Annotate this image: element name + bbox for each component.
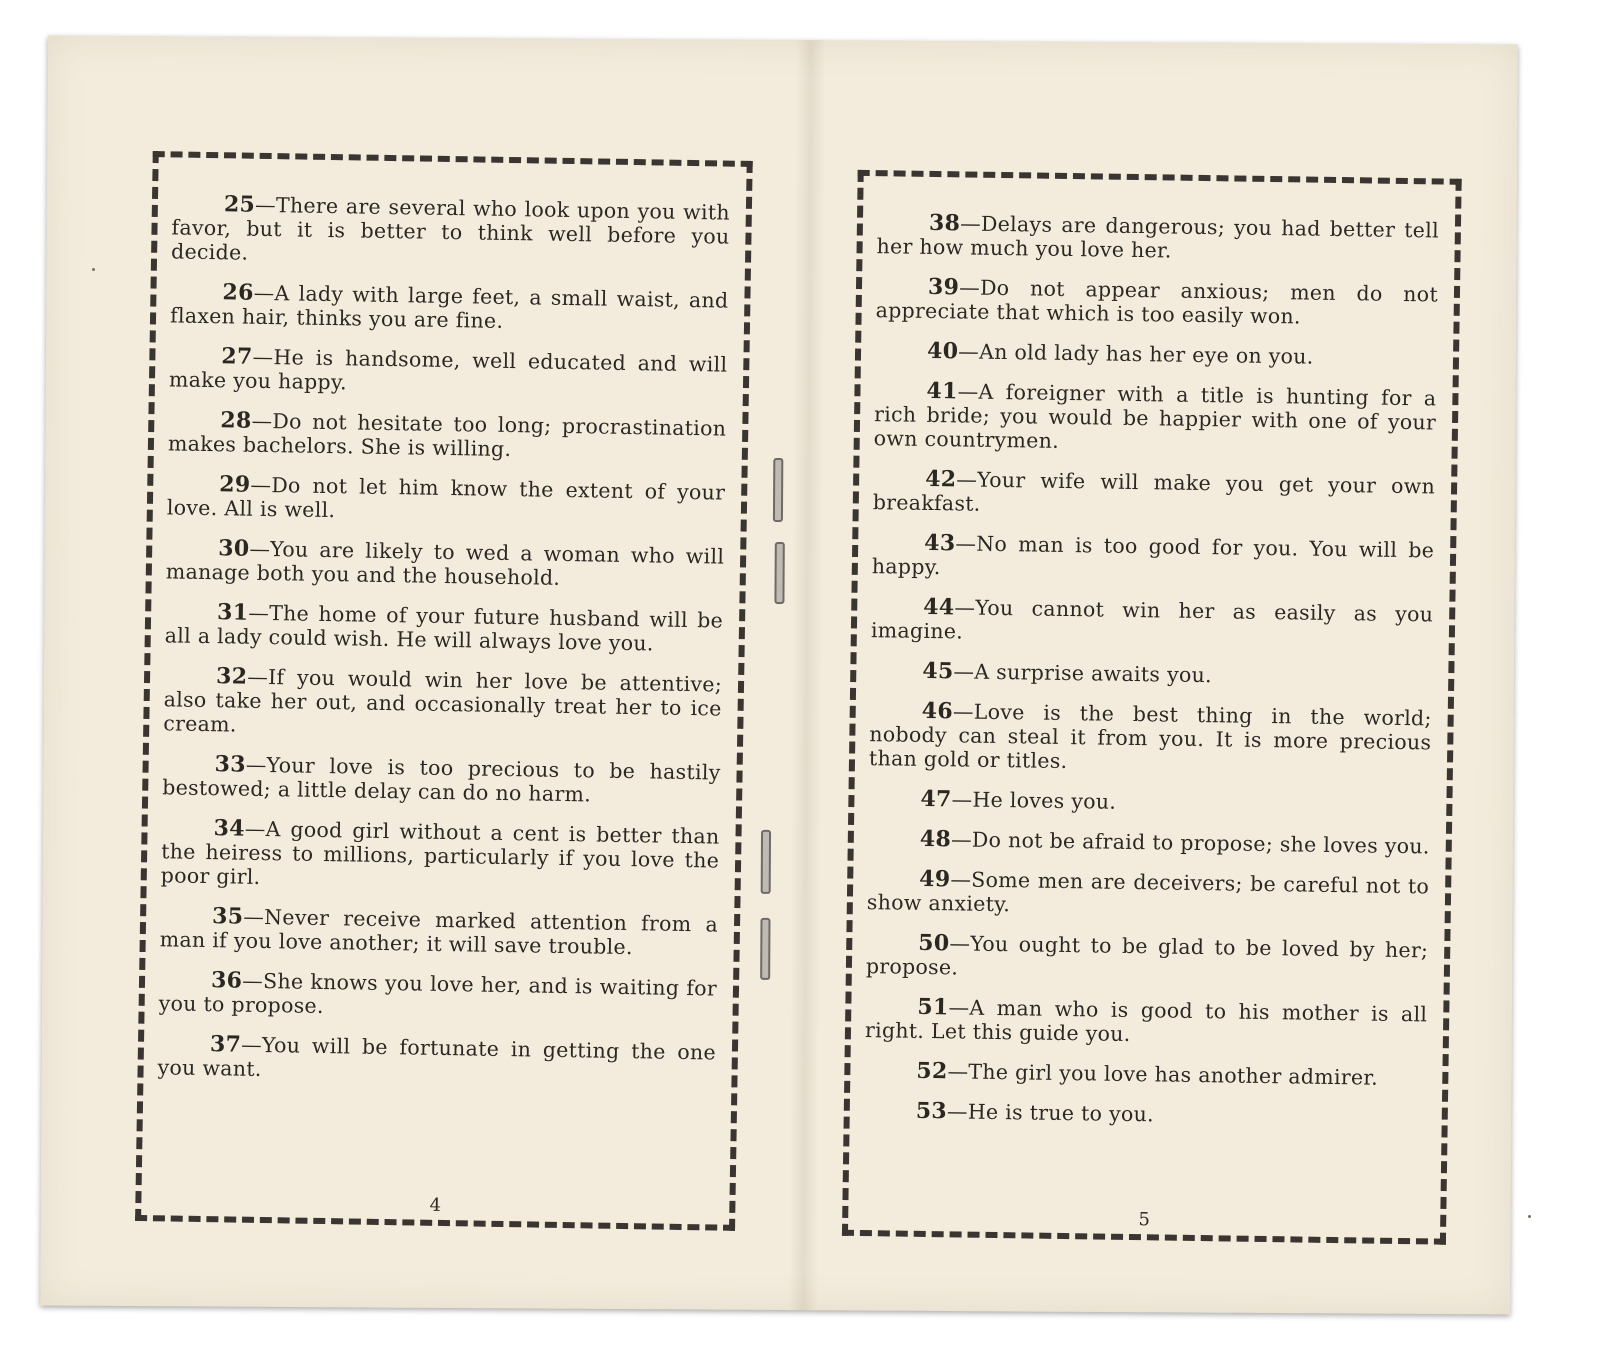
entry-text: You are likely to wed a woman who will manage both you and the household. xyxy=(165,537,725,590)
entry-number: 33 xyxy=(214,751,247,778)
entry-dash: — xyxy=(948,995,970,1020)
entry-number: 46 xyxy=(921,697,954,725)
entry-text: A foreigner with a title is hunting for a rich bride; you would be happier with one of your own countrymen. xyxy=(873,379,1437,453)
left-entries xyxy=(157,191,730,1088)
entry-dash: — xyxy=(956,467,978,492)
left-page xyxy=(135,151,753,1231)
entry-dash: — xyxy=(254,192,277,218)
fortune-entry xyxy=(875,274,1438,330)
right-page xyxy=(842,170,1462,1245)
entry-dash: — xyxy=(952,699,974,724)
entry-text: The home of your future husband will be all a lady could wish. He will always love you. xyxy=(164,601,724,656)
entry-dash: — xyxy=(947,1059,969,1084)
entry-text: Do not hesitate too long; procrastination makes bachelors. She is willing. xyxy=(167,409,727,462)
entry-number: 30 xyxy=(218,535,250,562)
entry-text: She knows you love her, and is waiting for you to propose. xyxy=(158,968,718,1019)
entry-dash: — xyxy=(958,339,980,364)
fortune-entry xyxy=(171,191,730,272)
booklet-spine xyxy=(788,40,826,1310)
entry-dash: — xyxy=(245,752,267,778)
staple-4 xyxy=(760,918,770,980)
entry-dash: — xyxy=(244,816,266,842)
fortune-entry xyxy=(875,338,1437,370)
entry-text: A man who is good to his mother is all right. Let this guide you. xyxy=(864,995,1428,1046)
fortune-entry xyxy=(864,1098,1426,1130)
entry-dash: — xyxy=(242,968,264,993)
entry-text: The girl you love has another admirer. xyxy=(968,1059,1379,1090)
entry-number: 48 xyxy=(919,825,952,853)
fortune-entry xyxy=(169,343,728,400)
right-page-number: 5 xyxy=(1138,1209,1151,1231)
entry-number: 28 xyxy=(220,407,252,434)
entry-number: 34 xyxy=(213,815,246,842)
fortune-entry xyxy=(167,471,726,528)
entry-text: A lady with large feet, a small waist, and flaxen hair, thinks you are fine. xyxy=(169,281,729,333)
fortune-entry xyxy=(168,407,727,464)
entry-dash: — xyxy=(243,904,265,930)
entry-text: Do not let him know the extent of your love. All is well. xyxy=(166,473,726,523)
entry-dash: — xyxy=(248,600,270,626)
entry-text: Your love is too precious to be hastily bestowed; a little delay can do no harm. xyxy=(162,753,721,807)
fortune-entry xyxy=(871,594,1434,650)
entry-number: 35 xyxy=(211,903,244,930)
entry-text: He loves you. xyxy=(972,787,1117,814)
entry-number: 44 xyxy=(923,593,955,621)
entry-number: 32 xyxy=(215,663,248,690)
entry-dash: — xyxy=(252,344,274,370)
left-page-number: 4 xyxy=(429,1194,442,1216)
entry-text: A good girl without a cent is better than the heiress to millions, particularly if you love the poor girl. xyxy=(160,817,720,889)
entry-dash: — xyxy=(249,536,271,562)
entry-text: Delays are dangerous; you had better tell her how much you love her. xyxy=(876,211,1440,263)
entry-text: If you would win her love be attentive; also take her out, and occasionally treat her to ice cream. xyxy=(163,665,723,737)
entry-text: No man is too good for you. You will be happy. xyxy=(871,531,1435,580)
fortune-entry xyxy=(868,826,1430,858)
entry-number: 27 xyxy=(221,343,253,370)
entry-text: Love is the best thing in the world; nobody can steal it from you. It is more precious than gold or titles. xyxy=(868,699,1432,774)
fortune-entry xyxy=(157,1031,716,1088)
fortune-entry xyxy=(865,994,1428,1050)
paper-speck xyxy=(92,268,95,271)
entry-number: 47 xyxy=(920,785,952,813)
entry-text: He is true to you. xyxy=(967,1099,1155,1127)
entry-dash: — xyxy=(954,595,976,620)
fortune-entry xyxy=(162,751,721,808)
right-entries xyxy=(864,210,1439,1130)
fortune-entry xyxy=(170,279,729,336)
staple-3 xyxy=(761,830,771,894)
fortune-entry xyxy=(864,1058,1426,1090)
staple-1 xyxy=(773,458,783,522)
entry-number: 51 xyxy=(917,993,949,1021)
fortune-entry xyxy=(163,663,722,744)
entry-number: 41 xyxy=(926,377,958,405)
entry-dash: — xyxy=(955,531,977,556)
entry-dash: — xyxy=(957,379,979,404)
entry-text: You will be fortunate in getting the one you want. xyxy=(157,1032,717,1081)
entry-dash: — xyxy=(960,211,982,236)
entry-dash: — xyxy=(949,931,971,956)
entry-dash: — xyxy=(250,472,272,498)
entry-dash: — xyxy=(247,664,269,690)
entry-number: 38 xyxy=(928,209,961,237)
entry-dash: — xyxy=(953,659,975,684)
entry-text: He is handsome, well educated and will make you happy. xyxy=(168,345,728,395)
entry-number: 42 xyxy=(924,465,957,493)
fortune-entry xyxy=(868,786,1430,818)
entry-dash: — xyxy=(251,408,273,434)
entry-number: 36 xyxy=(210,967,243,994)
open-booklet xyxy=(40,36,1518,1315)
fortune-entry xyxy=(870,658,1432,690)
entry-number: 31 xyxy=(216,599,249,626)
entry-number: 29 xyxy=(219,471,251,498)
entry-dash: — xyxy=(950,827,973,852)
entry-dash: — xyxy=(950,867,972,892)
entry-number: 26 xyxy=(222,279,254,306)
fortune-entry xyxy=(867,866,1430,922)
entry-text: A surprise awaits you. xyxy=(974,659,1213,688)
entry-number: 52 xyxy=(916,1057,948,1085)
entry-text: You cannot win her as easily as you imagine. xyxy=(870,595,1434,644)
entry-number: 49 xyxy=(919,865,951,893)
fortune-entry xyxy=(876,210,1439,266)
entry-text: Do not appear anxious; men do not appreciate that which is too easily won. xyxy=(875,275,1439,329)
entry-text: You ought to be glad to be loved by her; propose. xyxy=(865,931,1429,980)
fortune-entry xyxy=(873,466,1436,522)
fortune-entry xyxy=(158,967,717,1024)
fortune-entry xyxy=(166,535,725,592)
entry-text: Do not be afraid to propose; she loves you. xyxy=(971,827,1430,859)
entry-text: Some men are deceivers; be careful not to show anxiety. xyxy=(866,867,1430,917)
entry-number: 40 xyxy=(926,337,959,365)
entry-number: 25 xyxy=(223,191,256,218)
staple-2 xyxy=(774,542,784,604)
entry-dash: — xyxy=(951,787,973,812)
fortune-entry xyxy=(874,378,1437,458)
entry-text: Never receive marked attention from a man if you love another; it will save trouble. xyxy=(159,905,719,960)
fortune-entry xyxy=(165,599,724,656)
fortune-entry xyxy=(872,530,1435,586)
entry-number: 43 xyxy=(924,529,956,557)
entry-dash: — xyxy=(946,1099,969,1124)
entry-number: 53 xyxy=(915,1097,948,1125)
entry-text: There are several who look upon you with favor, but it is better to think well before you decide. xyxy=(170,193,731,265)
paper-speck xyxy=(1528,1215,1531,1218)
entry-dash: — xyxy=(959,275,981,300)
entry-text: An old lady has her eye on you. xyxy=(978,339,1314,369)
fortune-entry xyxy=(161,815,720,896)
fortune-entry xyxy=(160,903,719,960)
entry-text: Your wife will make you get your own breakfast. xyxy=(872,467,1436,516)
entry-number: 39 xyxy=(927,273,960,301)
fortune-entry xyxy=(869,698,1432,778)
fortune-entry xyxy=(866,930,1429,986)
entry-number: 50 xyxy=(918,929,950,957)
entry-dash: — xyxy=(253,280,275,306)
entry-number: 45 xyxy=(922,657,954,685)
entry-dash: — xyxy=(241,1032,263,1057)
entry-number: 37 xyxy=(209,1031,242,1058)
